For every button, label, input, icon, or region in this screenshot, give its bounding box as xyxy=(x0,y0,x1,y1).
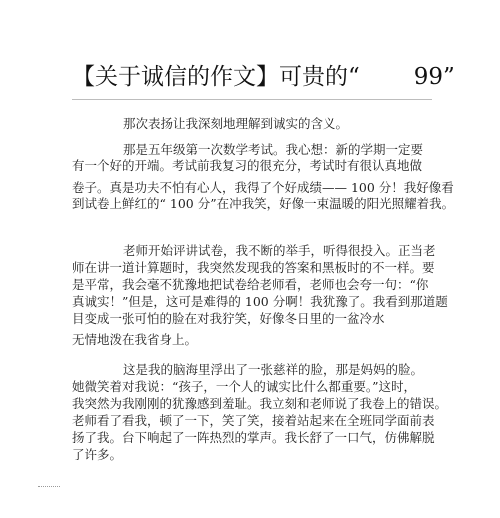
paragraph-line: 老师开始评讲试卷，我不断的举手，听得很投入。正当老 xyxy=(123,243,436,258)
paragraph-line: 那次表扬让我深刻地理解到诚实的含义。 xyxy=(123,116,349,131)
title-number: 99” xyxy=(413,64,455,90)
title-main: 【关于诚信的作文】可贵的“ xyxy=(72,64,360,90)
paragraph-line: 老师看了看我，顿了一下，笑了笑，接着站起来在全班同学面前表 xyxy=(72,413,435,428)
paragraph-line: 无情地泼在我省身上。 xyxy=(72,332,198,347)
title-divider xyxy=(72,99,432,100)
paragraph-line: 到试卷上鲜红的“ 100 分”在冲我笑，好像一束温暖的阳光照耀着我。 xyxy=(72,196,455,211)
paragraph-line: 我突然为我刚刚的犹豫感到羞耻。我立刻和老师说了我卷上的错误。 xyxy=(72,396,448,411)
paragraph-line: 了许多。 xyxy=(72,447,123,462)
document-title xyxy=(72,62,472,92)
page-footer-mark xyxy=(38,486,60,489)
paragraph-line: 师在讲一道计算题时，我突然发现我的答案和黑板时的不一样。要 xyxy=(72,260,435,275)
paragraph-line: 是平常，我会毫不犹豫地把试卷给老师看，老师也会夸一句：“你 xyxy=(72,277,429,292)
paragraph-line: 有一个好的开端。考试前我复习的很充分，考试时有很认真地做 xyxy=(72,158,423,173)
paragraph-line: 目变成一张可怕的脸在对我狞笑，好像冬日里的一盆冷水 xyxy=(72,311,385,326)
paragraph-line: 卷子。真是功夫不怕有心人，我得了个好成绩—— 100 分！我好像看 xyxy=(72,180,454,195)
paragraph-line: 真诚实！”但是，这可是难得的 100 分啊！我犹豫了。我看到那道题 xyxy=(72,294,448,309)
paragraph-line: 这是我的脑海里浮出了一张慈祥的脸，那是妈妈的脸。 xyxy=(123,362,424,377)
paragraph-line: 她微笑着对我说：“孩子，一个人的诚实比什么都重要。”这时， xyxy=(72,379,417,394)
paragraph-line: 扬了我。台下响起了一阵热烈的掌声。我长舒了一口气，仿佛解脱 xyxy=(72,430,435,445)
paragraph-line: 那是五年级第一次数学考试。我心想：新的学期一定要 xyxy=(123,142,424,157)
